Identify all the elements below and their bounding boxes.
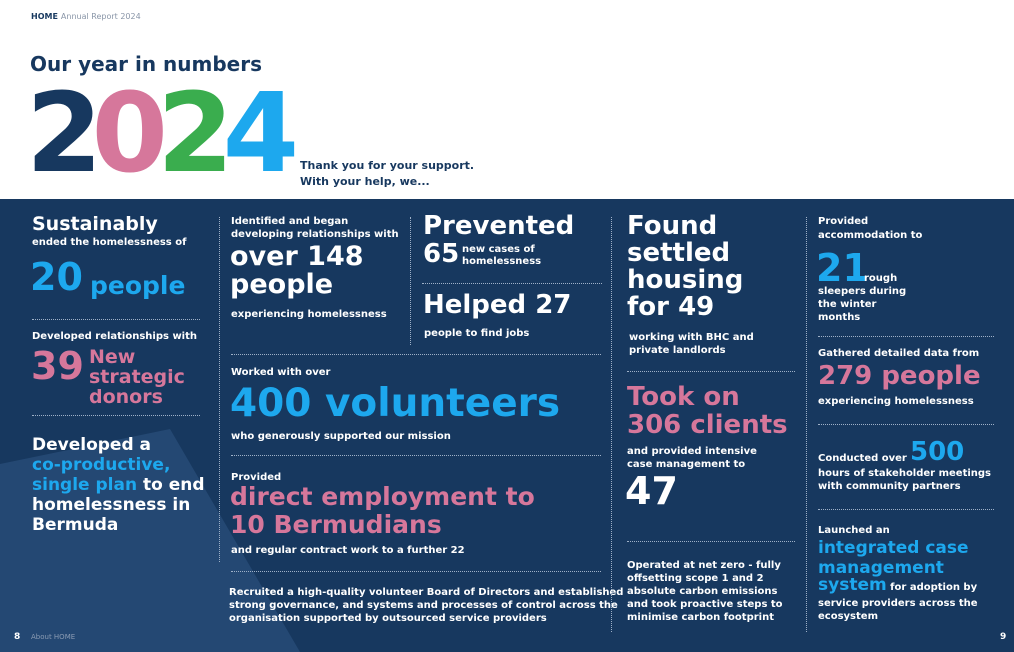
board-line-2: strong governance, and systems and processes of control across the <box>229 600 618 611</box>
divider <box>231 354 601 355</box>
employment-tail: and regular contract work to a further 22 <box>231 545 465 556</box>
net-zero-line-2: offsetting scope 1 and 2 <box>627 573 764 584</box>
year-display <box>26 69 289 197</box>
divider <box>818 424 994 425</box>
clients-line-1: Took on <box>627 382 740 412</box>
relationships-sub: Developed relationships with <box>32 331 198 342</box>
stat-20: 20 <box>30 255 83 299</box>
donors-line-3: donors <box>89 386 163 408</box>
sustainably-heading: Sustainably <box>32 213 158 235</box>
year-digit-2: 0 <box>91 69 158 197</box>
stat-65: 65 <box>423 239 460 269</box>
page-number-left: 8 <box>14 632 21 642</box>
divider-vertical <box>410 217 411 345</box>
stat-279-people: 279 people <box>818 361 981 391</box>
stat-148-tail: experiencing homelessness <box>231 309 387 320</box>
divider <box>422 283 602 284</box>
net-zero-line-5: minimise carbon footprint <box>627 612 774 623</box>
housing-line-2: settled <box>627 238 731 268</box>
thanks-line-1: Thank you for your support. <box>300 159 475 172</box>
housing-tail-1: working with BHC and <box>629 332 754 343</box>
system-tail <box>818 597 978 623</box>
divider <box>818 336 994 337</box>
divider-vertical <box>806 217 807 632</box>
divider <box>32 415 200 416</box>
thanks-message <box>300 158 474 190</box>
board-line-1: Recruited a high-quality volunteer Board of Directors and established <box>229 587 624 598</box>
system-line-2: management <box>818 558 944 578</box>
rough-line-3: the winter <box>818 299 877 310</box>
clients-tail <box>627 445 757 471</box>
page-number-right: 9 <box>1000 632 1007 642</box>
employment-sub: Provided <box>231 472 282 483</box>
helped-heading: Helped 27 <box>423 290 572 320</box>
board-line-3: organisation supported by outsourced service providers <box>229 613 547 624</box>
donors-line-1: New <box>89 346 136 368</box>
plan-line-3b: to end <box>137 475 205 495</box>
integrated-system <box>818 538 969 578</box>
year-digit-3: 2 <box>157 69 223 197</box>
prevented-line-1: new cases of <box>462 244 535 255</box>
report-subtitle: Annual Report 2024 <box>60 12 141 21</box>
conducted-line-2: hours of stakeholder meetings <box>818 468 992 479</box>
divider <box>818 509 994 510</box>
net-zero <box>627 559 783 624</box>
launched-sub: Launched an <box>818 525 890 536</box>
stats-panel <box>0 199 1014 652</box>
accommodation-line-1: Provided <box>818 216 869 227</box>
plan-line-3a: single plan <box>32 475 138 495</box>
stat-306-clients <box>627 383 788 439</box>
identified-sub <box>231 215 399 241</box>
running-header <box>31 12 141 21</box>
header-area <box>0 0 1014 199</box>
footer-section-label: About HOME <box>31 633 76 641</box>
rough-line-4: months <box>818 312 861 323</box>
employment-line-1: direct employment to <box>230 482 535 511</box>
plan-line-1: Developed a <box>32 435 152 455</box>
co-productive-plan <box>32 435 205 535</box>
system-tail-2: service providers across the <box>818 598 978 609</box>
conducted-line-3: with community partners <box>818 481 961 492</box>
stat-148 <box>230 243 364 299</box>
identified-line-1: Identified and began <box>231 216 349 227</box>
stat-148-line-1: over 148 <box>230 241 364 272</box>
clients-tail-2: case management to <box>627 459 746 470</box>
housing-line-4a: for <box>627 292 669 322</box>
housing-line-3: housing <box>627 265 744 295</box>
divider <box>231 571 601 572</box>
system-line-3-wrap <box>818 575 978 595</box>
rough-line-1: rough <box>864 273 898 284</box>
sustainably-sub: ended the homelessness of <box>32 237 187 248</box>
page-title: Our year in numbers <box>30 52 263 76</box>
accommodation-line-2: accommodation to <box>818 230 923 241</box>
housing-tail-2: private landlords <box>629 345 726 356</box>
thanks-line-2: With your help, we... <box>300 175 430 188</box>
divider <box>32 319 200 320</box>
stat-39: 39 <box>31 344 84 388</box>
system-tail-3: ecosystem <box>818 611 878 622</box>
gathered-sub: Gathered detailed data from <box>818 348 980 359</box>
conducted-tail <box>818 467 991 493</box>
housing-line-1: Found <box>627 211 718 241</box>
clients-line-2: 306 clients <box>627 410 788 440</box>
divider <box>627 541 795 542</box>
housing-tail <box>629 331 754 357</box>
divider <box>627 371 795 372</box>
accommodation-sub <box>818 215 922 243</box>
prevented-line-2: homelessness <box>462 256 542 267</box>
rough-line-2: sleepers during <box>818 286 907 297</box>
system-tail-1: for adoption by <box>886 582 978 593</box>
found-housing <box>627 213 743 321</box>
net-zero-line-3: absolute carbon emissions <box>627 586 778 597</box>
brand-name: HOME <box>31 12 58 21</box>
identified-line-2: developing relationships with <box>231 229 399 240</box>
volunteers-tail: who generously supported our mission <box>231 431 451 442</box>
stat-148-line-2: people <box>230 269 334 300</box>
board-recruitment <box>229 586 623 625</box>
divider-vertical <box>219 217 220 562</box>
plan-line-5: Bermuda <box>32 515 119 535</box>
helped-tail: people to find jobs <box>424 328 530 339</box>
plan-line-2: co-productive, <box>32 455 171 475</box>
stat-49: 49 <box>678 292 715 322</box>
net-zero-line-1: Operated at net zero - fully <box>627 560 781 571</box>
year-digit-1: 2 <box>26 69 92 197</box>
divider-vertical <box>611 217 612 632</box>
net-zero-line-4: and took proactive steps to <box>627 599 783 610</box>
clients-tail-1: and provided intensive <box>627 446 757 457</box>
stat-39-label <box>89 347 185 407</box>
stat-47: 47 <box>625 469 678 513</box>
plan-line-4: homelessness in <box>32 495 191 515</box>
gathered-tail: experiencing homelessness <box>818 396 974 407</box>
volunteers-sub: Worked with over <box>231 367 331 378</box>
stat-employment <box>230 483 535 539</box>
divider <box>231 455 601 456</box>
stat-20-unit: people <box>90 271 186 300</box>
employment-line-2: 10 Bermudians <box>230 510 442 539</box>
system-line-1: integrated case <box>818 538 969 558</box>
stat-21: 21 <box>816 246 869 290</box>
system-line-3: system <box>818 575 887 595</box>
prevented-tail <box>462 244 541 268</box>
year-digit-4: 4 <box>222 69 289 197</box>
donors-line-2: strategic <box>89 366 185 388</box>
conducted-pre: Conducted over <box>818 453 907 464</box>
prevented-heading: Prevented <box>423 211 575 241</box>
stat-500: 500 <box>910 437 965 467</box>
stat-400-volunteers: 400 volunteers <box>230 381 561 426</box>
rough-sleepers <box>818 272 906 324</box>
